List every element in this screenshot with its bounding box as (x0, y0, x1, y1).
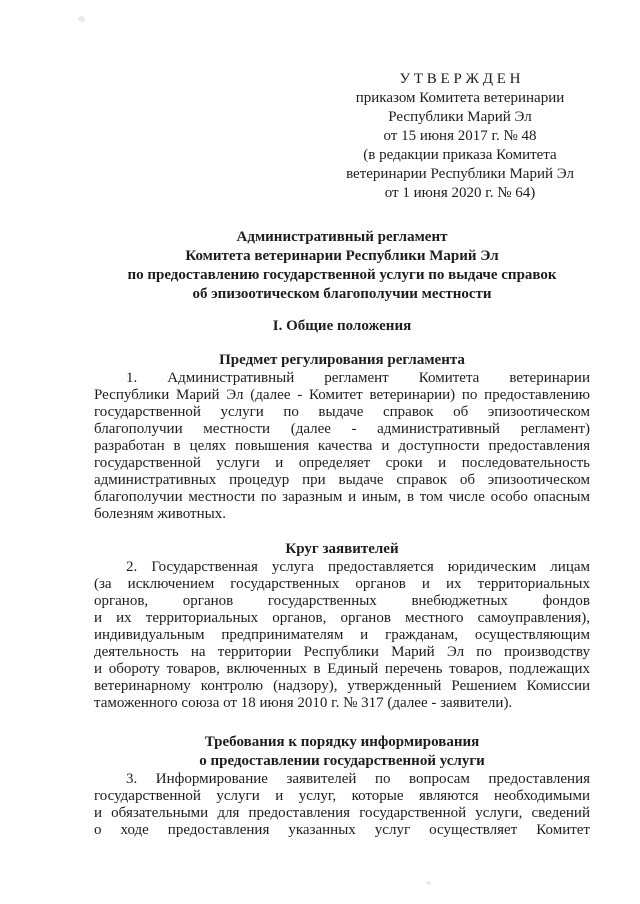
document-title (94, 228, 590, 304)
paragraph-line: 3. Информирование заявителей по вопросам предоставления (126, 771, 590, 787)
paragraph-line: индивидуальным предпринимателям и гражданам, осуществляющим (94, 627, 590, 643)
section-heading-general: I. Общие положения (272, 318, 412, 334)
title-line: по предоставлению государственной услуги по выдаче справок (127, 267, 557, 283)
title-line: об эпизоотическом благополучии местности (192, 286, 492, 302)
paragraph-line: органов, органов государственных внебюджетных фондов (94, 593, 590, 609)
paragraph-line: государственной услуги по выдаче справок об эпизоотическом (94, 404, 590, 420)
approval-line: У Т В Е Р Ж Д Е Н (399, 71, 521, 87)
subsection-heading-subject: Предмет регулирования регламента (219, 352, 465, 368)
title-line: Комитета ветеринарии Республики Марий Эл (185, 248, 499, 264)
paragraph-line: болезням животных. (94, 506, 226, 522)
approval-line: от 1 июня 2020 г. № 64) (384, 185, 536, 201)
paragraph-line: и обязательными для предоставления государственной услуги, сведений (94, 805, 590, 821)
paragraph-line: государственной услуги и определяет сроки и последовательность (94, 455, 590, 471)
subsection-heading-informing: Требования к порядку информирования (204, 734, 480, 750)
approval-line: (в редакции приказа Комитета (363, 147, 557, 163)
paragraph-line: разработан в целях повышения качества и доступности предоставления (94, 438, 590, 454)
approval-line: приказом Комитета ветеринарии (355, 90, 565, 106)
approval-line: Республики Марий Эл (388, 109, 532, 125)
subsection-heading-applicants: Круг заявителей (285, 541, 399, 557)
subsection-heading-informing-line2: о предоставлении государственной услуги (199, 753, 485, 769)
document-body (94, 0, 590, 839)
paragraph-line: благополучии местности по заразным и иным, в том числе особо опасным (94, 489, 590, 505)
paragraph-line: деятельность на территории Республики Марий Эл по производству (94, 644, 590, 660)
paragraph-line: благополучии местности (далее - административный регламент) (94, 421, 590, 437)
paragraph-subject (94, 370, 590, 523)
title-line: Административный регламент (236, 229, 448, 245)
paragraph-line: административных процедур при выдаче справок об эпизоотическом (94, 472, 590, 488)
approval-line: от 15 июня 2017 г. № 48 (383, 128, 537, 144)
paragraph-line: и обороту товаров, включенных в Единый перечень товаров, подлежащих (94, 661, 590, 677)
scan-artifact (78, 16, 85, 22)
paragraph-line: 2. Государственная услуга предоставляется юридическим лицам (126, 559, 590, 575)
paragraph-line: и их территориальных органов, органов местного самоуправления), (94, 610, 590, 626)
paragraph-applicants (94, 559, 590, 712)
scan-artifact (426, 881, 431, 885)
approval-line: ветеринарии Республики Марий Эл (346, 166, 574, 182)
paragraph-informing (94, 771, 590, 839)
paragraph-line: (за исключением государственных органов и их территориальных (94, 576, 590, 592)
paragraph-line: государственной услуги и услуг, которые являются необходимыми (94, 788, 590, 804)
paragraph-line: 1. Административный регламент Комитета ветеринарии (126, 370, 590, 386)
paragraph-line: таможенного союза от 18 июня 2010 г. № 317 (далее - заявители). (94, 695, 513, 711)
paragraph-line: Республики Марий Эл (далее - Комитет ветеринарии) по предоставлению (94, 387, 590, 403)
approval-block (338, 70, 582, 203)
paragraph-line: ветеринарному контролю (надзору), утвержденный Решением Комиссии (94, 678, 590, 694)
paragraph-line: о ходе предоставления указанных услуг осуществляет Комитет (94, 822, 590, 838)
